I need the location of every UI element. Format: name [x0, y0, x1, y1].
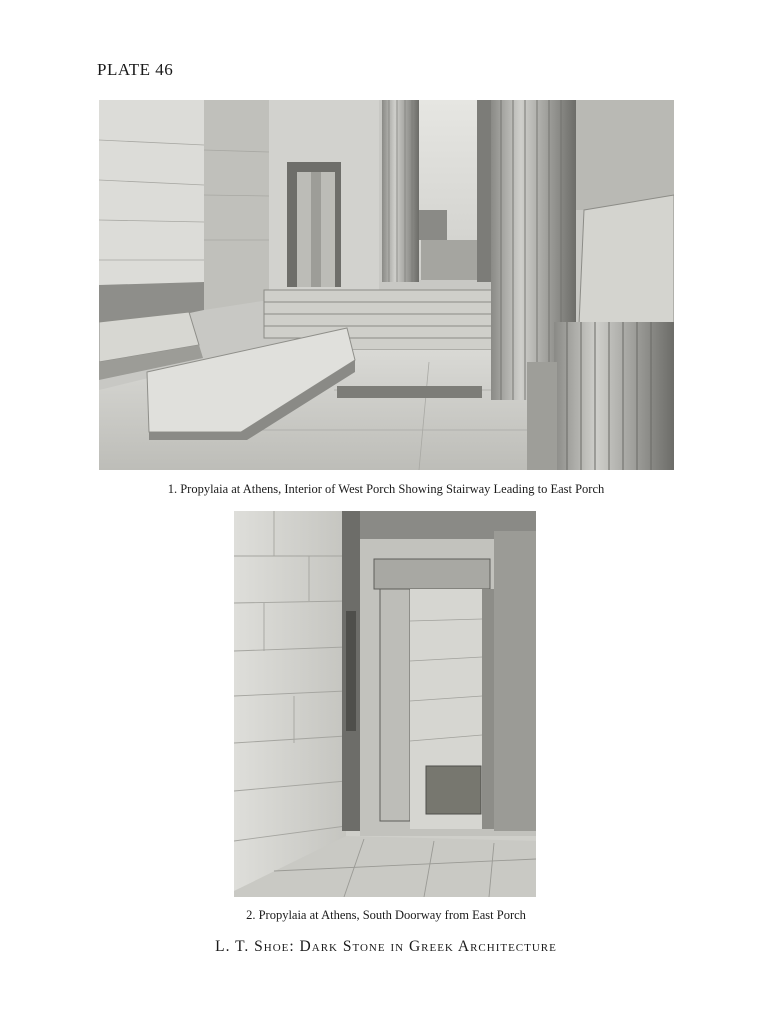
figure-2-caption: 2. Propylaia at Athens, South Doorway from East Porch	[246, 908, 526, 922]
photo-south-doorway	[234, 511, 536, 897]
photo-west-porch	[99, 100, 674, 470]
running-footer: L. T. Shoe: Dark Stone in Greek Architecture	[215, 938, 557, 955]
figure-1-caption: 1. Propylaia at Athens, Interior of West Porch Showing Stairway Leading to East Porch	[167, 482, 605, 496]
plate-label: PLATE 46	[97, 60, 174, 79]
